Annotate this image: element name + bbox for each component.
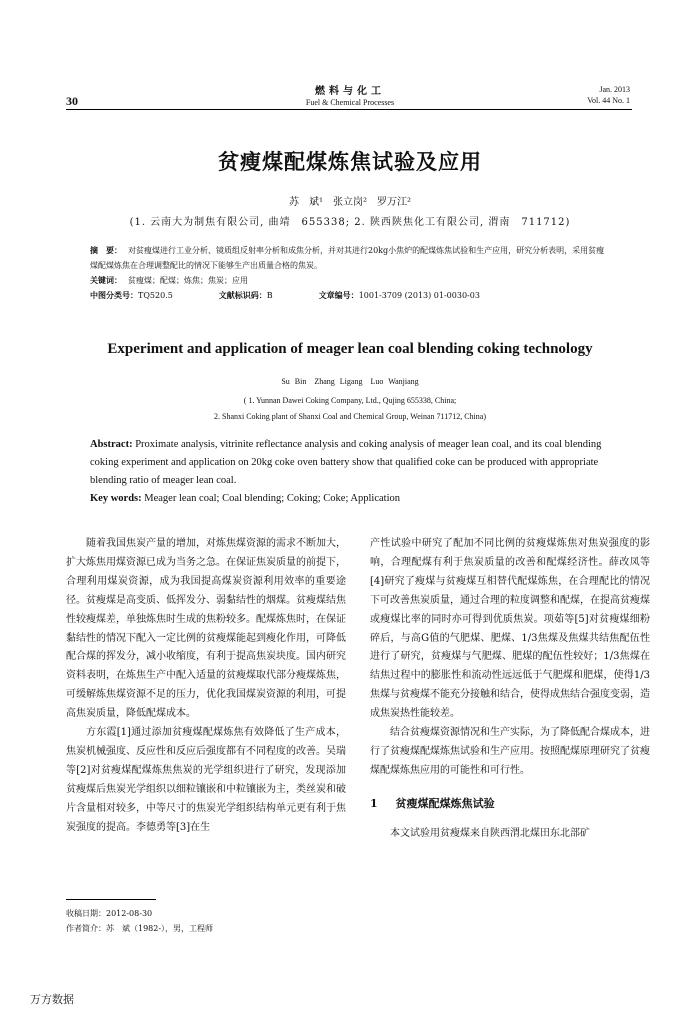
title-cn: 贫瘦煤配煤炼焦试验及应用 [218, 149, 482, 174]
affiliation-cn: (1. 云南大为制焦有限公司, 曲靖 655338; 2. 陕西陕焦化工有限公司, 渭南 711712) [129, 217, 571, 228]
abstract-en-label: Abstract: [90, 439, 133, 450]
body-paragraph: 方东霞[1]通过添加贫瘦煤配煤炼焦有效降低了生产成本，焦炭机械强度、反应性和反应后强度都有不同程度的改善。吴瑞等[2]对贫瘦煤配煤炼焦焦炭的光学组织进行了研究，发现添加贫瘦煤后焦炭光学组织以细粒镶嵌和中粒镶嵌为主，类丝炭和破片含量相对较多，中等尺寸的焦炭光学组织结构单元更有利于焦炭强度的提高。李德勇等[3]在生 [66, 727, 346, 833]
abstract-cn [90, 243, 610, 303]
clc: 中图分类号：TQ520.5 [90, 290, 173, 300]
abstract-cn-label: 摘 要： [90, 245, 122, 255]
authors-cn: 苏 斌¹ 张立岗² 罗万江² [288, 197, 412, 208]
body-paragraph: 结合贫瘦煤资源情况和生产实际，为了降低配合煤成本，进行了贫瘦煤配煤炼焦试验和生产应用。按照配煤原理研究了贫瘦煤配煤炼焦应用的可能性和可行性。 [370, 727, 650, 776]
body-paragraph: 随着我国焦炭产量的增加，对炼焦煤资源的需求不断加大，扩大炼焦用煤资源已成为当务之急。在保证焦炭质量的前提下，合理利用煤炭资源，成为我国提高煤炭资源利用效率的重要途径。贫瘦煤是高变质、低挥发分、弱黏结性的烟煤。贫瘦煤结焦性较瘦煤差，单独炼焦时生成的焦粉较多。配煤炼焦时，在保证黏结性的情况下配入一定比例的贫瘦煤能起到瘦化作用，可降低配合煤的挥发分，减小收缩度，有利于提高焦炭块度。国内研究资料表明，在炼焦生产中配入适量的贫瘦煤取代部分瘦煤炼焦，可缓解炼焦煤资源不足的压力，优化我国煤炭资源的利用，可提高焦炭质量，降低配煤成本。 [66, 538, 346, 720]
journal-name-en: Fuel & Chemical Processes [305, 98, 395, 107]
issue-volume: Vol. 44 No. 1 [587, 96, 630, 105]
watermark: 万方数据 [30, 993, 74, 1006]
article-no: 文章编号：1001-3709 (2013) 01-0030-03 [318, 290, 480, 300]
abstract-en-body [90, 436, 620, 490]
affiliation-en [0, 393, 700, 425]
abstract-en [90, 436, 620, 508]
authors-en: Su Bin Zhang Ligang Luo Wanjiang [281, 377, 419, 386]
section-number: 1 [370, 796, 378, 810]
author-intro: 作者简介：苏 斌（1982-），男，工程师 [66, 924, 214, 933]
classification-row [90, 288, 610, 303]
footnote-rule [66, 899, 156, 900]
keywords-en-label: Key words: [90, 493, 142, 504]
doc-code: 文献标识码：B [218, 290, 273, 300]
issue-date: Jan. 2013 [599, 85, 630, 94]
body-paragraph: 产性试验中研究了配加不同比例的贫瘦煤炼焦对焦炭强度的影响，合理配煤有利于焦炭质量的改善和配煤经济性。薛改凤等[4]研究了瘦煤与贫瘦煤互相替代配煤炼焦，在合理配比的情况下可改善焦炭质量，通过合理的粒度调整和配煤，在提高贫瘦煤或瘦煤比率的同时亦可得到优质焦炭。项茹等[5]对贫瘦煤细粉碎后，与高G值的气肥煤、肥煤、1/3焦煤及焦煤共结焦配伍性进行了研究，贫瘦煤与气肥煤、肥煤的配伍性较好；1/3焦煤在结焦过程中的膨胀性和流动性远远低于气肥煤和肥煤，使得1/3焦煤与贫瘦煤不能充分接触和结合，使得成焦结合强度变弱，造成焦炭热性能较差。 [370, 538, 650, 720]
page-number: 30 [66, 94, 78, 108]
section-heading [370, 795, 650, 814]
keywords-en [90, 490, 620, 508]
body-column-left [66, 535, 346, 838]
issue-info [587, 84, 630, 106]
title-en: Experiment and application of meager lean coal blending coking technology [107, 341, 593, 357]
affiliation-en-1: ( 1. Yunnan Dawei Coking Company, Ltd., Qujing 655338, China; [243, 396, 457, 405]
abstract-cn-body [90, 243, 610, 273]
body-paragraph: 本文试验用贫瘦煤来自陕西渭北煤田东北部矿 [390, 827, 590, 839]
keywords-cn-label: 关键词： [90, 275, 122, 285]
keywords-cn-text: 贫瘦煤；配煤；炼焦；焦炭；应用 [128, 276, 248, 285]
header-rule [66, 109, 632, 110]
section-title: 贫瘦煤配煤炼焦试验 [395, 796, 495, 810]
journal-name-cn: 燃料与化工 [315, 86, 385, 97]
keywords-cn [90, 273, 610, 288]
received-date: 收稿日期：2012-08-30 [66, 909, 153, 918]
affiliation-en-2: 2. Shanxi Coking plant of Shanxi Coal and Chemical Group, Weinan 711712, China) [214, 412, 486, 421]
abstract-cn-text: 对贫瘦煤进行工业分析、镜质组反射率分析和成焦分析，并对其进行20kg小焦炉的配煤炼焦试验和生产应用，研究分析表明，采用贫瘦煤配煤炼焦在合理调整配比的情况下能够生产出质量合格的焦炭。 [90, 246, 605, 270]
body-column-right [370, 535, 650, 844]
footnote [66, 906, 213, 936]
abstract-en-text: Proximate analysis, vitrinite reflectance analysis and coking analysis of meager lean coal, and its coal blending coking experiment and application on 20kg coke oven battery show that qualified coke can be produced with appropriate blending ratio of meager lean coal. [90, 439, 602, 486]
keywords-en-text: Meager lean coal; Coal blending; Coking; Coke; Application [141, 493, 400, 504]
